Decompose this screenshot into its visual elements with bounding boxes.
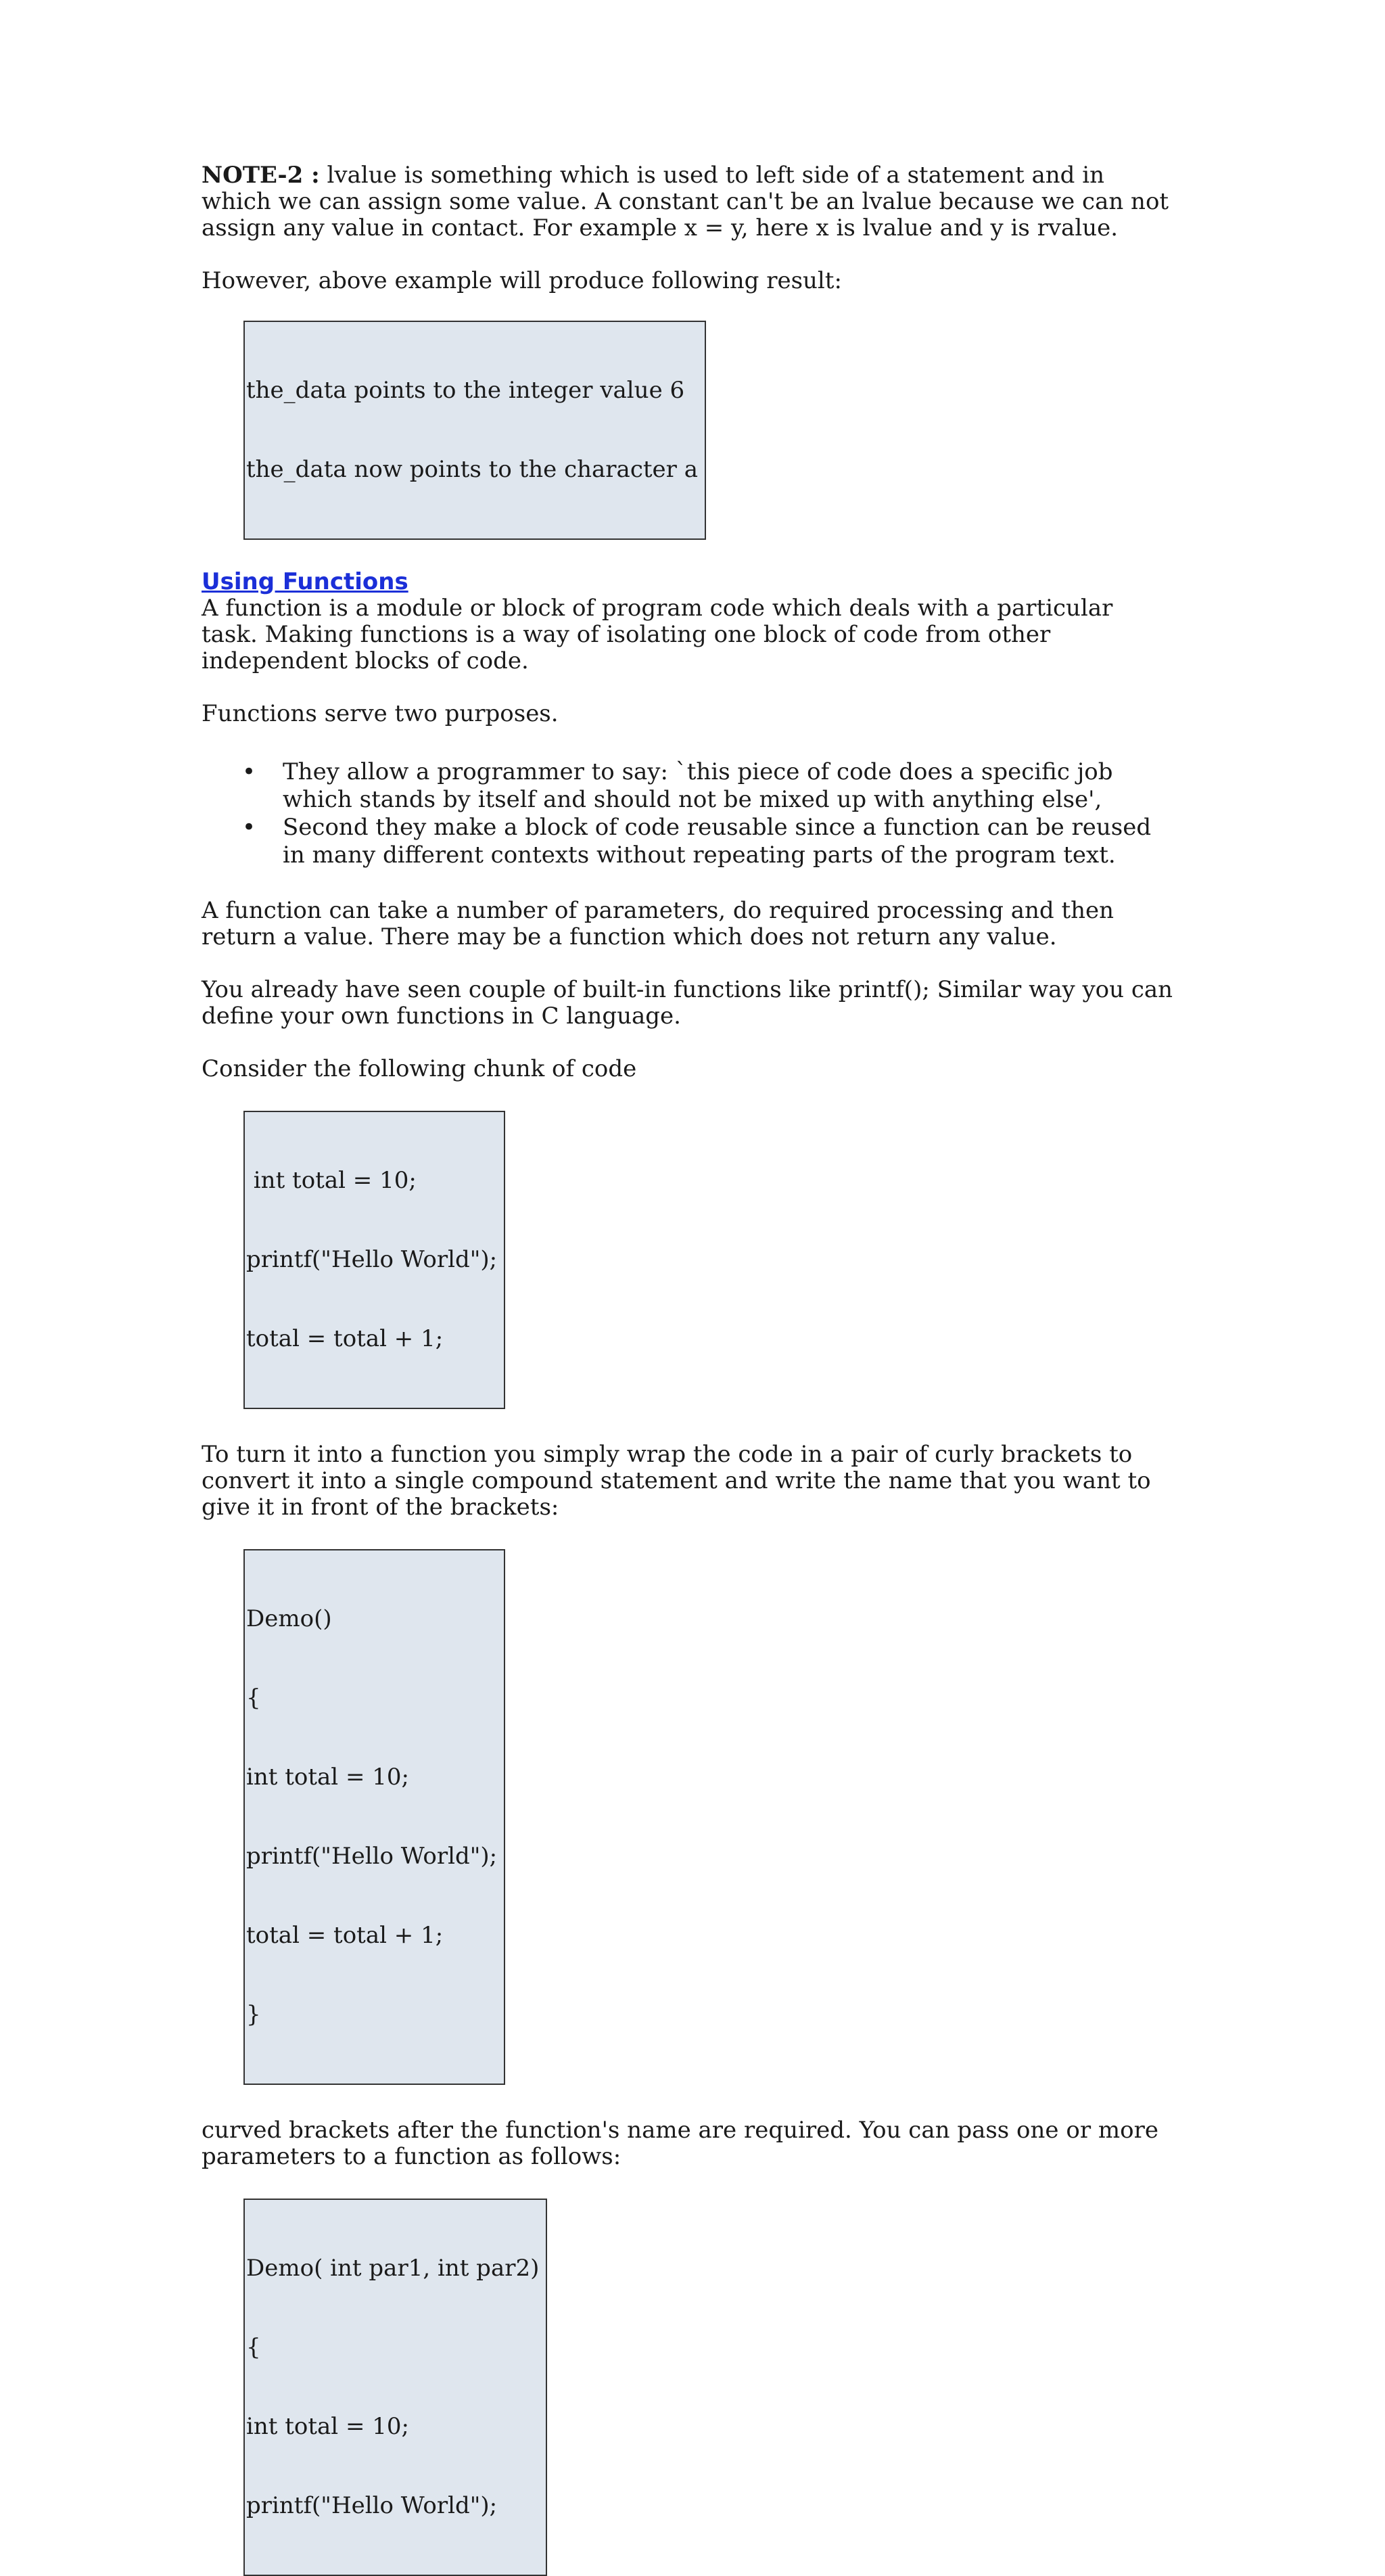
- code-box-chunk: [243, 1111, 505, 1409]
- result-intro: However, above example will produce following result:: [202, 267, 842, 294]
- bullet-icon: •: [242, 758, 256, 785]
- list-item-text: Second they make a block of code reusable since a function can be reused in many different contexts without repeating parts of the program text.: [283, 814, 1152, 869]
- code-line: printf("Hello World");: [246, 1246, 498, 1273]
- curved-brackets-paragraph: curved brackets after the function's name are required. You can pass one or more parameters to a function as follows:: [202, 2117, 1158, 2170]
- section-heading-link[interactable]: Using Functions: [202, 568, 408, 595]
- code-line: the_data points to the integer value 6: [246, 377, 685, 404]
- note-label: NOTE-2 :: [202, 162, 320, 189]
- code-line: printf("Hello World");: [246, 1843, 498, 1870]
- list-item: [202, 758, 1175, 814]
- list-item-text: They allow a programmer to say: `this piece of code does a specific job which stands by itself and should not be mixed up with anything else',: [283, 758, 1113, 813]
- code-line: Demo(): [246, 1605, 332, 1632]
- purposes-list: [202, 758, 1175, 869]
- code-line: {: [246, 1684, 261, 1711]
- purposes-intro: Functions serve two purposes.: [202, 700, 559, 727]
- chunk-intro: Consider the following chunk of code: [202, 1055, 637, 1082]
- note-text: lvalue is something which is used to left side of a statement and in which we can assign some value. A constant can't be an lvalue because we can not assign any value in contact. For example x = y, here x is lvalue and y is rvalue.: [202, 162, 1169, 242]
- code-line: the_data now points to the character a: [246, 456, 698, 483]
- list-item: [202, 814, 1175, 869]
- code-line: {: [246, 2334, 261, 2361]
- wrap-paragraph: To turn it into a function you simply wrap the code in a pair of curly brackets to convert it into a single compound statement and write the name that you want to give it in front of the brackets:: [202, 1441, 1151, 1521]
- document-page: [202, 162, 1175, 2576]
- code-line: Demo( int par1, int par2): [246, 2255, 540, 2282]
- code-box-parameters: [243, 2199, 547, 2576]
- params-paragraph: A function can take a number of parameters, do required processing and then return a value. There may be a function which does not return any value.: [202, 897, 1114, 950]
- code-line: }: [246, 2001, 261, 2028]
- note-paragraph: [202, 162, 1175, 242]
- result-code-box: [243, 321, 706, 540]
- code-line: int total = 10;: [246, 2413, 410, 2440]
- code-line: total = total + 1;: [246, 1922, 444, 1949]
- code-line: int total = 10;: [246, 1764, 410, 1791]
- function-intro: A function is a module or block of program code which deals with a particular task. Making functions is a way of isolating one block of code from other independent blocks of code.: [202, 595, 1113, 674]
- builtin-paragraph: You already have seen couple of built-in functions like printf(); Similar way you can define your own functions in C language.: [202, 976, 1173, 1030]
- code-line: total = total + 1;: [246, 1325, 444, 1352]
- code-line: int total = 10;: [246, 1167, 417, 1194]
- code-line: printf("Hello World");: [246, 2492, 498, 2519]
- code-box-function: [243, 1549, 505, 2085]
- bullet-icon: •: [242, 814, 256, 841]
